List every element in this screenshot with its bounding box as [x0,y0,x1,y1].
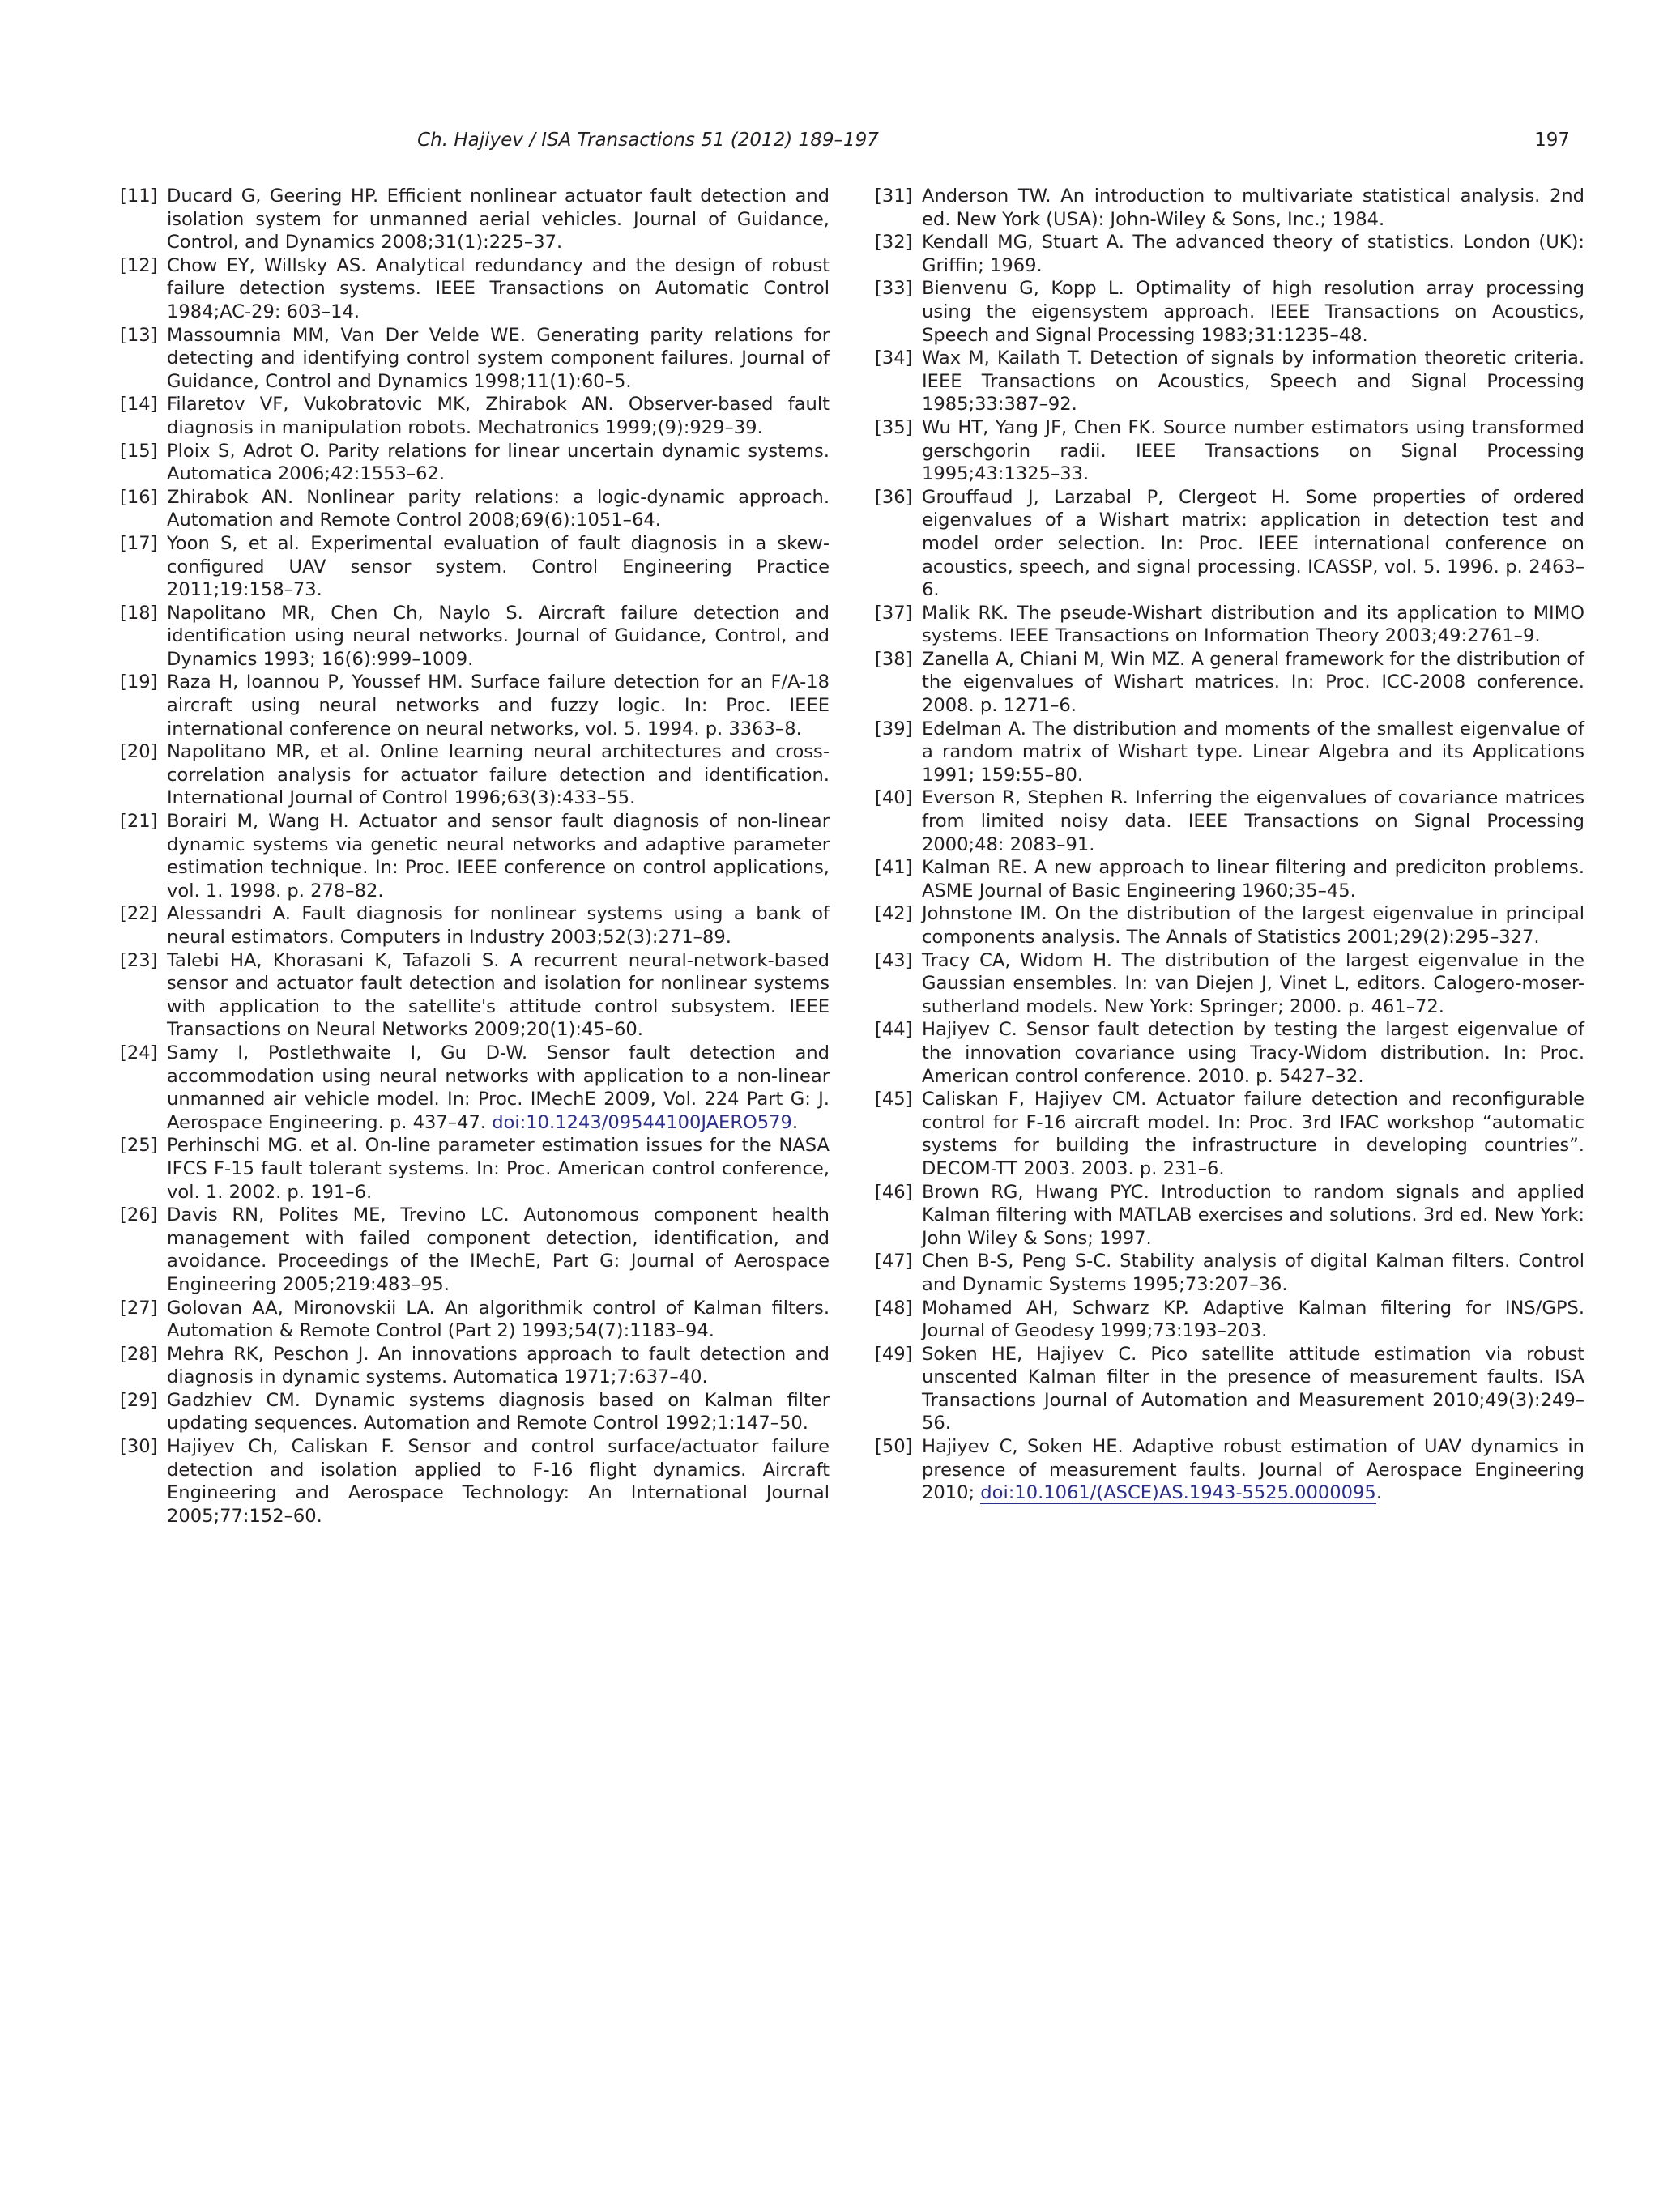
reference-body: Caliskan F, Hajiyev CM. Actuator failure detection and reconfigurable control for F-16 aircraft model. In: Proc. 3rd IFAC workshop “automatic systems for building the infrastructure in developing countries”. DECOM-TT 2003. 2003. p. 231–6. [922,1089,1584,1179]
reference-item [875,1297,1584,1343]
reference-body: Golovan AA, Mironovskii LA. An algorithmik control of Kalman filters. Automation & Remote Control (Part 2) 1993;54(7):1183–94. [167,1297,830,1342]
reference-body: Napolitano MR, et al. Online learning neural architectures and cross-correlation analysis for actuator failure detection and identification. International Journal of Control 1996;63(3):433–55. [167,741,830,809]
reference-body: Mohamed AH, Schwarz KP. Adaptive Kalman filtering for INS/GPS. Journal of Geodesy 1999;73:193–203. [922,1297,1584,1342]
reference-item [875,416,1584,486]
references-left-column [120,185,830,1528]
reference-body: Perhinschi MG. et al. On-line parameter estimation issues for the NASA IFCS F-15 fault tolerant systems. In: Proc. American control conference, vol. 1. 2002. p. 191–6. [167,1135,830,1203]
reference-body: Edelman A. The distribution and moments of the smallest eigenvalue of a random matrix of Wishart type. Linear Algebra and its Applications 1991; 159:55–80. [922,718,1584,786]
reference-item [875,949,1584,1019]
reference-text [167,950,830,1041]
reference-body: Wu HT, Yang JF, Chen FK. Source number estimators using transformed gerschgorin radii. IEEE Transactions on Signal Processing 1995;43:1325–33. [922,416,1584,485]
reference-text [922,903,1584,948]
reference-number: [47] [875,1251,913,1272]
reference-body: Zhirabok AN. Nonlinear parity relations: a logic-dynamic approach. Automation and Remote Control 2008;69(6):1051–64. [167,486,830,531]
reference-item [875,1018,1584,1088]
reference-text [167,1204,830,1295]
reference-body: Ducard G, Geering HP. Efficient nonlinear actuator fault detection and isolation system for unmanned aerial vehicles. Journal of Guidance, Control, and Dynamics 2008;31(1):225–37. [167,185,830,254]
reference-text [167,1436,830,1527]
reference-text [167,1298,830,1342]
reference-item [120,440,830,486]
reference-text [167,671,830,739]
references-right-column [875,185,1584,1505]
reference-item [120,532,830,602]
reference-number: [22] [120,903,158,925]
reference-text [922,278,1584,345]
reference-item [120,1204,830,1296]
reference-number: [48] [875,1297,913,1319]
reference-number: [26] [120,1204,158,1226]
reference-item [875,231,1584,277]
reference-text [922,787,1584,855]
reference-body: Grouffaud J, Larzabal P, Clergeot H. Some properties of ordered eigenvalues of a Wishart matrix: application in detection test and model order selection. In: Proc. IEEE international conference on acoustics, speech, and signal processing. ICASSP, vol. 5. 1996. p. 2463–6. [922,486,1584,601]
reference-body: Massoumnia MM, Van Der Velde WE. Generating parity relations for detecting and identifying control system component failures. Journal of Guidance, Control and Dynamics 1998;11(1):60–5. [167,324,830,392]
reference-text [167,1344,830,1388]
reference-text [167,325,830,392]
reference-number: [37] [875,602,913,624]
reference-item [120,324,830,394]
page-number: 197 [1534,130,1570,151]
reference-body: Malik RK. The pseude-Wishart distribution and its application to MIMO systems. IEEE Transactions on Information Theory 2003;49:2761–9. [922,602,1584,647]
reference-number: [17] [120,532,158,554]
reference-item [120,671,830,740]
reference-item [875,902,1584,948]
reference-body: Wax M, Kailath T. Detection of signals by information theoretic criteria. IEEE Transactions on Acoustics, Speech and Signal Processing 1985;33:387–92. [922,347,1584,416]
reference-text [167,741,830,808]
reference-text [167,1042,830,1133]
reference-text [922,649,1584,716]
reference-trailing-punctuation: . [791,1111,799,1133]
reference-item [875,602,1584,648]
reference-body: Kendall MG, Stuart A. The advanced theory of statistics. London (UK): Griffin; 1969. [922,232,1584,276]
reference-body: Alessandri A. Fault diagnosis for nonlinear systems using a bank of neural estimators. Computers in Industry 2003;52(3):271–89. [167,903,830,948]
reference-body: Tracy CA, Widom H. The distribution of the largest eigenvalue in the Gaussian ensembles. In: van Diejen J, Vinet L, editors. Calogero-moser-sutherland models. New York: Springer; 2000. p. 461–72. [922,949,1584,1017]
reference-body: Mehra RK, Peschon J. An innovations approach to fault detection and diagnosis in dynamic systems. Automatica 1971;7:637–40. [167,1343,830,1388]
reference-text [922,1089,1584,1179]
reference-item [120,1435,830,1528]
reference-text [922,950,1584,1017]
reference-item [120,810,830,902]
reference-body: Soken HE, Hajiyev C. Pico satellite attitude estimation via robust unscented Kalman filter in the presence of measurement faults. ISA Transactions Journal of Automation and Measurement 2010;49(3):249–56. [922,1343,1584,1434]
reference-number: [27] [120,1297,158,1319]
reference-item [120,393,830,439]
reference-number: [45] [875,1089,913,1110]
reference-item [120,1297,830,1343]
reference-number: [30] [120,1436,158,1458]
reference-body: Zanella A, Chiani M, Win MZ. A general framework for the distribution of the eigenvalues of Wishart matrices. In: Proc. ICC-2008 conference. 2008. p. 1271–6. [922,648,1584,717]
reference-number: [18] [120,602,158,624]
reference-text [167,811,830,901]
reference-number: [33] [875,278,913,300]
reference-text [167,903,830,948]
reference-item [875,648,1584,718]
reference-number: [20] [120,741,158,763]
reference-body: Hajiyev Ch, Caliskan F. Sensor and control surface/actuator failure detection and isolation applied to F-16 flight dynamics. Aircraft Engineering and Aerospace Technology: An International Journal 2005;77:152–60. [167,1436,830,1527]
reference-text [922,347,1584,415]
reference-text [167,487,830,531]
reference-number: [32] [875,232,913,254]
reference-item [875,1250,1584,1296]
reference-body: Davis RN, Polites ME, Trevino LC. Autonomous component health management with failed component detection, identification, and avoidance. Proceedings of the IMechE, Part G: Journal of Aerospace Engineering 2005;219:483–95. [167,1204,830,1295]
reference-text [922,1344,1584,1434]
reference-number: [50] [875,1436,913,1458]
reference-body: Brown RG, Hwang PYC. Introduction to random signals and applied Kalman filtering with MATLAB exercises and solutions. 3rd ed. New York: John Wiley & Sons; 1997. [922,1181,1584,1249]
reference-number: [40] [875,787,913,809]
reference-text [167,394,830,438]
reference-number: [31] [875,185,913,207]
reference-number: [41] [875,857,913,879]
reference-item [120,1389,830,1435]
reference-item [875,486,1584,602]
reference-text [167,533,830,600]
reference-text [922,417,1584,484]
reference-number: [14] [120,394,158,416]
reference-item [120,1343,830,1389]
reference-text [922,1251,1584,1295]
reference-item [120,185,830,254]
reference-number: [35] [875,416,913,438]
reference-number: [23] [120,949,158,971]
reference-number: [46] [875,1181,913,1203]
reference-number: [19] [120,671,158,693]
reference-body: Everson R, Stephen R. Inferring the eigenvalues of covariance matrices from limited noisy data. IEEE Transactions on Signal Processing 2000;48: 2083–91. [922,787,1584,855]
reference-text [922,1298,1584,1342]
reference-number: [34] [875,347,913,369]
reference-number: [16] [120,486,158,508]
reference-number: [36] [875,486,913,508]
reference-number: [11] [120,185,158,207]
reference-item [120,486,830,532]
reference-body: Anderson TW. An introduction to multivariate statistical analysis. 2nd ed. New York (USA): John-Wiley & Sons, Inc.; 1984. [922,185,1584,230]
reference-body: Borairi M, Wang H. Actuator and sensor fault diagnosis of non-linear dynamic systems via genetic neural networks and adaptive parameter estimation technique. In: Proc. IEEE conference on control applications, vol. 1. 1998. p. 278–82. [167,811,830,901]
reference-body: Chow EY, Willsky AS. Analytical redundancy and the design of robust failure detection systems. IEEE Transactions on Automatic Control 1984;AC-29: 603–14. [167,254,830,322]
reference-item [875,1181,1584,1251]
reference-item [120,1134,830,1204]
reference-item [120,949,830,1042]
reference-number: [43] [875,949,913,971]
reference-text [922,185,1584,230]
reference-number: [49] [875,1343,913,1365]
reference-body: Ploix S, Adrot O. Parity relations for linear uncertain dynamic systems. Automatica 2006;42:1553–62. [167,440,830,485]
reference-item [875,1088,1584,1180]
reference-item [120,602,830,671]
doi-link[interactable]: doi:10.1061/(ASCE)AS.1943-5525.0000095 [980,1482,1376,1504]
reference-trailing-punctuation: . [1375,1482,1382,1504]
reference-body: Talebi HA, Khorasani K, Tafazoli S. A recurrent neural-network-based sensor and actuator fault detection and isolation for nonlinear systems with application to the satellite's attitude control subsystem. IEEE Transactions on Neural Networks 2009;20(1):45–60. [167,949,830,1041]
reference-body: Gadzhiev CM. Dynamic systems diagnosis based on Kalman filter updating sequences. Automation and Remote Control 1992;1:147–50. [167,1389,830,1434]
reference-number: [44] [875,1019,913,1041]
reference-item [875,347,1584,416]
reference-body: Filaretov VF, Vukobratovic MK, Zhirabok AN. Observer-based fault diagnosis in manipulation robots. Mechatronics 1999;(9):929–39. [167,394,830,438]
reference-text [922,232,1584,276]
reference-body: Hajiyev C. Sensor fault detection by testing the largest eigenvalue of the innovation covariance using Tracy-Widom distribution. In: Proc. American control conference. 2010. p. 5427–32. [922,1019,1584,1087]
reference-text [167,603,830,670]
reference-number: [15] [120,440,158,462]
reference-number: [38] [875,648,913,670]
reference-item [120,254,830,324]
reference-text [167,1390,830,1434]
reference-text [922,603,1584,647]
reference-body: Yoon S, et al. Experimental evaluation of fault diagnosis in a skew-configured UAV sensor system. Control Engineering Practice 2011;19:158–73. [167,532,830,601]
reference-body: Kalman RE. A new approach to linear filtering and prediciton problems. ASME Journal of Basic Engineering 1960;35–45. [922,857,1584,901]
doi-link[interactable]: doi:10.1243/09544100JAERO579 [492,1111,792,1133]
reference-item [875,185,1584,231]
reference-number: [25] [120,1135,158,1157]
reference-number: [21] [120,811,158,833]
reference-item [120,902,830,948]
reference-text [922,718,1584,786]
reference-number: [13] [120,324,158,346]
reference-item [875,856,1584,902]
reference-text [167,1135,830,1202]
reference-text [167,441,830,485]
reference-text [167,185,830,253]
reference-item [120,1042,830,1134]
reference-text [922,1436,1584,1504]
reference-body: Samy I, Postlethwaite I, Gu D-W. Sensor fault detection and accommodation using neural networks with application to a non-linear unmanned air vehicle model. In: Proc. IMechE 2009, Vol. 224 Part G: J. Aerospace Engineering. p. 437–47. [167,1042,830,1133]
reference-item [120,740,830,810]
reference-item [875,718,1584,787]
reference-number: [42] [875,903,913,925]
reference-body: Johnstone IM. On the distribution of the largest eigenvalue in principal components analysis. The Annals of Statistics 2001;29(2):295–327. [922,903,1584,948]
reference-item [875,786,1584,856]
reference-number: [28] [120,1343,158,1365]
reference-text [922,487,1584,600]
reference-text [167,255,830,322]
reference-number: [29] [120,1389,158,1411]
reference-body: Raza H, Ioannou P, Youssef HM. Surface failure detection for an F/A-18 aircraft using neural networks and fuzzy logic. In: Proc. IEEE international conference on neural networks, vol. 5. 1994. p. 3363–8. [167,671,830,739]
reference-number: [12] [120,254,158,276]
running-head: Ch. Hajiyev / ISA Transactions 51 (2012) 189–197 [417,130,879,151]
reference-text [922,1019,1584,1086]
reference-body: Bienvenu G, Kopp L. Optimality of high resolution array processing using the eigensystem approach. IEEE Transactions on Acoustics, Speech and Signal Processing 1983;31:1235–48. [922,278,1584,346]
reference-body: Hajiyev C, Soken HE. Adaptive robust estimation of UAV dynamics in presence of measurement faults. Journal of Aerospace Engineering 2010; [922,1436,1584,1504]
reference-item [875,1435,1584,1505]
reference-text [922,857,1584,901]
reference-item [875,277,1584,347]
reference-number: [24] [120,1042,158,1063]
reference-body: Chen B-S, Peng S-C. Stability analysis of digital Kalman filters. Control and Dynamic Systems 1995;73:207–36. [922,1251,1584,1295]
reference-number: [39] [875,718,913,739]
reference-text [922,1182,1584,1249]
reference-item [875,1343,1584,1435]
reference-body: Napolitano MR, Chen Ch, Naylo S. Aircraft failure detection and identification using neural networks. Journal of Guidance, Control, and Dynamics 1993; 16(6):999–1009. [167,602,830,670]
